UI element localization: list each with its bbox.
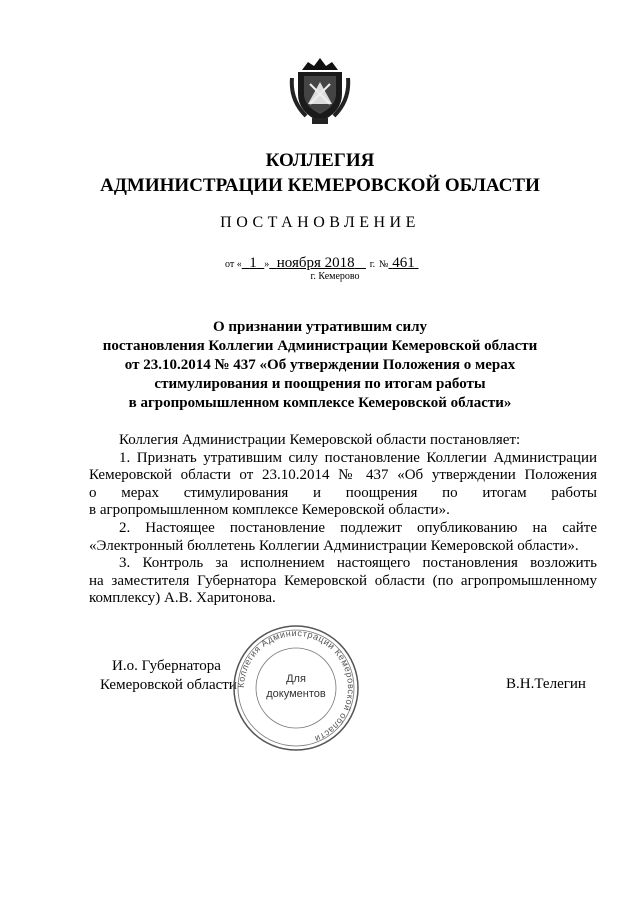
position-line1: И.о. Губернатора: [112, 658, 221, 674]
title-line: от 23.10.2014 № 437 «Об утверждении Положения о мерах: [124, 357, 516, 373]
title-line: стимулирования и поощрения по итогам работы: [154, 376, 486, 392]
position-line2: Кемеровской области: [100, 677, 237, 693]
org-name-line1: КОЛЛЕГИЯ: [265, 150, 375, 171]
date-month-year: ноября 2018: [276, 255, 355, 271]
paragraph-1-line: о мерах стимулирования и поощрения по итогам работы: [89, 484, 597, 501]
document-type: ПОСТАНОВЛЕНИЕ: [220, 214, 420, 231]
stamp-inner-line2: документов: [266, 688, 326, 700]
paragraph-1-line: 1. Признать утратившим силу постановление Коллегии Администрации: [119, 449, 597, 466]
city: г. Кемерово: [310, 271, 360, 282]
official-stamp: [232, 624, 360, 752]
paragraph-3-line: на заместителя Губернатора Кемеровской области (по агропромышленному: [89, 572, 597, 589]
title-line: в агропромышленном комплексе Кемеровской области»: [128, 395, 512, 411]
date-line: [225, 255, 455, 272]
title-line: О признании утратившим силу: [213, 319, 427, 335]
signatory-position: [100, 657, 237, 695]
signatory-name: В.Н.Телегин: [506, 676, 586, 692]
number-prefix: №: [378, 259, 389, 270]
date-day-close: »: [264, 259, 270, 270]
intro-text: Коллегия Администрации Кемеровской области постановляет:: [119, 432, 521, 448]
date-day: 1: [249, 255, 257, 271]
document-number: 461: [392, 255, 415, 271]
paragraph-3-line: комплексу) А.В. Харитонова.: [89, 590, 276, 607]
title-line: постановления Коллегии Администрации Кемеровской области: [102, 338, 538, 354]
paragraph-1-line: в агропромышленном комплексе Кемеровской области».: [89, 502, 450, 519]
stamp-outer-text: Коллегия Администрации Кемеровской области: [235, 627, 357, 745]
document-body: [89, 432, 597, 608]
paragraph-2-line: «Электронный бюллетень Коллегии Администрации Кемеровской области».: [89, 537, 579, 554]
stamp-inner-line1: Для: [286, 673, 306, 685]
paragraph-3-line: 3. Контроль за исполнением настоящего постановления возложить: [119, 555, 597, 572]
paragraph-1-line: Кемеровской области от 23.10.2014 № 437 «Об утверждении Положения: [89, 467, 597, 484]
document-title: [100, 318, 540, 413]
svg-text:Коллегия Администрации Кемеров: [236, 628, 356, 744]
paragraph-2-line: 2. Настоящее постановление подлежит опубликованию на сайте: [119, 519, 597, 536]
org-name-line2: АДМИНИСТРАЦИИ КЕМЕРОВСКОЙ ОБЛАСТИ: [100, 175, 540, 196]
coat-of-arms-icon: [288, 54, 352, 126]
date-prefix: от «: [225, 259, 242, 270]
date-year-suffix: г.: [369, 259, 376, 270]
